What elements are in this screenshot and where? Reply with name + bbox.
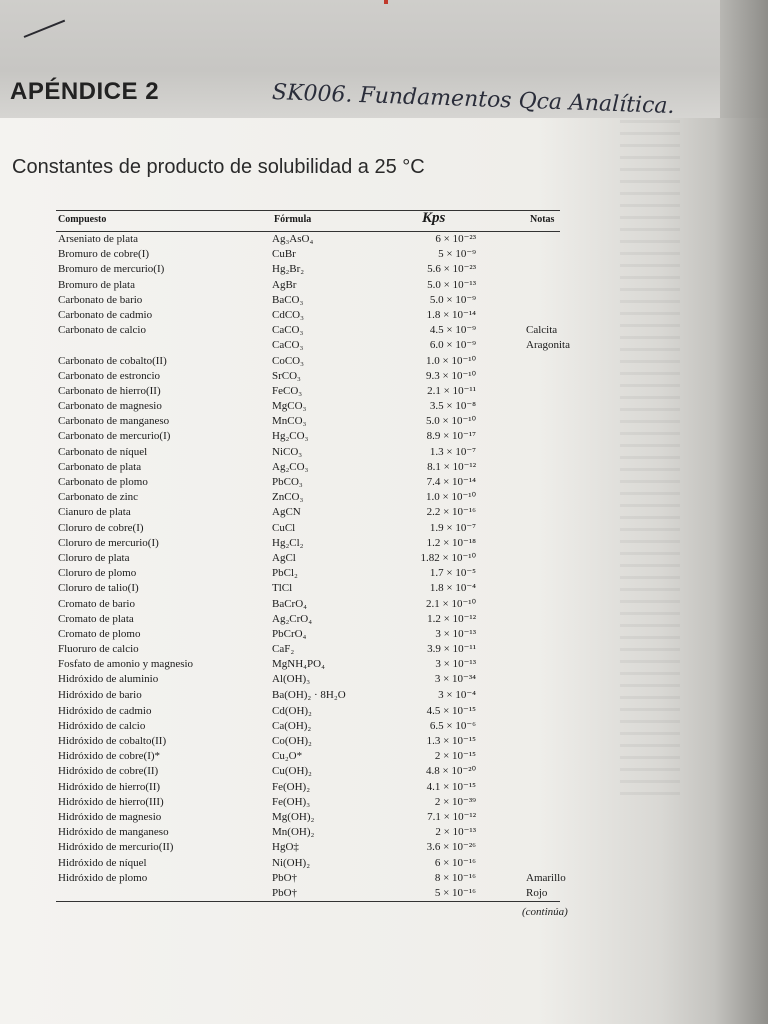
compound-formula: PbCl₂ (272, 567, 298, 580)
compound-formula: PbO† (272, 886, 298, 899)
table-row (56, 856, 560, 871)
compound-formula: Cd(OH)₂ (272, 704, 312, 717)
handwritten-note: SK006. Fundamentos Qca Analítica. (271, 80, 675, 120)
kps-value: 7.4 × 10⁻¹⁴ (426, 476, 476, 488)
compound-formula: Al(OH)₃ (272, 673, 311, 686)
kps-value: 7.1 × 10⁻¹² (427, 810, 476, 823)
kps-value: 3 × 10⁻¹³ (435, 658, 476, 671)
compound-name: Hidróxido de calcio (58, 719, 146, 732)
compound-formula: Cu₂O* (272, 750, 303, 763)
kps-value: 2 × 10⁻¹⁵ (434, 750, 476, 763)
compound-name: Cloruro de plomo (58, 567, 137, 580)
kps-value: 6 × 10⁻¹⁶ (434, 856, 476, 869)
kps-value: 2 × 10⁻³⁹ (434, 795, 476, 808)
compound-name: Carbonato de calcio (58, 324, 146, 337)
kps-value: 1.2 × 10⁻¹² (427, 612, 476, 625)
table-row (56, 445, 560, 460)
compound-formula: BaCrO₄ (272, 597, 307, 610)
compound-formula: TlCl (272, 582, 293, 595)
table-row (56, 749, 560, 764)
table-row (56, 232, 560, 247)
compound-formula: Hg₂CO₃ (272, 430, 309, 443)
compound-formula: SrCO₃ (272, 369, 301, 382)
compound-name: Carbonato de bario (58, 293, 143, 306)
bleed-through-text (620, 120, 680, 800)
table-row (56, 764, 560, 779)
compound-name: Hidróxido de hierro(III) (58, 795, 164, 808)
compound-formula: Ca(OH)₂ (272, 719, 312, 732)
table-row (56, 566, 560, 581)
kps-value: 3.6 × 10⁻²⁶ (426, 841, 476, 854)
kps-value: 5.0 × 10⁻¹⁰ (426, 415, 476, 428)
kps-value: 3 × 10⁻¹³ (435, 627, 476, 640)
page-heading: Constantes de producto de solubilidad a 25 °C (12, 156, 425, 178)
compound-formula: BaCO₃ (272, 293, 304, 306)
table-row (56, 369, 560, 384)
table-row (56, 414, 560, 429)
column-header-kps: Kps (422, 210, 446, 226)
kps-value: 6 × 10⁻²³ (435, 233, 476, 245)
table-row (56, 780, 560, 795)
kps-value: 1.3 × 10⁻⁷ (429, 445, 476, 458)
kps-value: 2.1 × 10⁻¹⁰ (426, 597, 476, 610)
compound-formula: Ag₃AsO₄ (272, 233, 314, 245)
compound-name: Hidróxido de aluminio (58, 673, 159, 686)
compound-name: Hidróxido de cobalto(II) (58, 735, 167, 747)
kps-value: 2 × 10⁻¹³ (435, 826, 476, 839)
compound-formula: CuBr (272, 248, 296, 261)
compound-formula: CuCl (272, 521, 296, 534)
compound-name: Hidróxido de hierro(II) (58, 780, 161, 793)
compound-formula: Fe(OH)₃ (272, 795, 311, 808)
kps-value: 3.5 × 10⁻⁸ (429, 400, 476, 413)
compound-name: Fosfato de amonio y magnesio (58, 658, 194, 671)
compound-name: Cromato de plata (58, 612, 134, 625)
table-row (56, 734, 560, 749)
compound-formula: AgCl (272, 551, 296, 564)
table-row (56, 688, 560, 704)
compound-name: Carbonato de plata (58, 460, 142, 473)
compound-name: Bromuro de plata (58, 278, 135, 291)
compound-name: Hidróxido de plomo (58, 871, 148, 884)
solubility-table (56, 210, 570, 902)
kps-value: 1.2 × 10⁻¹⁸ (426, 536, 476, 549)
table-row (56, 657, 560, 672)
compound-formula: NiCO₃ (272, 445, 303, 458)
compound-name: Hidróxido de mercurio(II) (58, 841, 174, 854)
compound-name: Cromato de plomo (58, 627, 141, 640)
compound-formula: Hg₂Cl₂ (272, 536, 304, 549)
compound-name: Hidróxido de cobre(I)* (58, 750, 161, 763)
table-row (56, 795, 560, 810)
note-text: Aragonita (526, 339, 570, 352)
compound-name: Hidróxido de bario (58, 688, 142, 701)
kps-value: 1.0 × 10⁻¹⁰ (426, 491, 476, 504)
compound-name: Cloruro de cobre(I) (58, 521, 144, 534)
compound-name: Bromuro de mercurio(I) (58, 263, 165, 276)
compound-formula: Ni(OH)₂ (272, 856, 311, 869)
kps-value: 4.5 × 10⁻¹⁵ (426, 704, 476, 717)
compound-name: Carbonato de magnesio (58, 400, 162, 413)
compound-name: Cloruro de talio(I) (58, 582, 139, 595)
compound-formula: PbCrO₄ (272, 627, 307, 640)
table-row (56, 247, 560, 262)
compound-name: Carbonato de zinc (58, 491, 139, 504)
table-row (56, 338, 570, 353)
table-row (56, 293, 560, 308)
table-row (56, 627, 560, 642)
compound-formula: Mg(OH)₂ (272, 810, 315, 823)
table-row (56, 475, 560, 490)
table-row (56, 581, 560, 596)
kps-value: 6.0 × 10⁻⁹ (429, 339, 476, 352)
table-row (56, 886, 560, 901)
compound-formula: PbCO₃ (272, 476, 303, 488)
compound-formula: Ba(OH)₂ · 8H₂O (272, 688, 346, 701)
kps-value: 3 × 10⁻³⁴ (434, 673, 476, 686)
compound-name: Bromuro de cobre(I) (58, 248, 150, 261)
table-row (56, 871, 566, 886)
kps-value: 3.9 × 10⁻¹¹ (427, 643, 476, 656)
kps-value: 1.8 × 10⁻⁴ (429, 582, 476, 595)
table-row (56, 505, 560, 520)
kps-value: 1.8 × 10⁻¹⁴ (426, 308, 476, 321)
note-text: Calcita (526, 324, 558, 337)
table-row (56, 399, 560, 414)
table-row (56, 354, 560, 369)
kps-value: 1.7 × 10⁻⁵ (429, 567, 476, 580)
kps-value: 1.82 × 10⁻¹⁰ (420, 551, 476, 564)
compound-formula: CaF₂ (272, 643, 295, 656)
kps-value: 5.0 × 10⁻⁹ (429, 293, 476, 306)
table-row (56, 460, 560, 475)
kps-value: 1.9 × 10⁻⁷ (429, 521, 476, 534)
kps-value: 5 × 10⁻¹⁶ (434, 886, 476, 899)
kps-value: 2.2 × 10⁻¹⁶ (426, 506, 476, 519)
column-header-compuesto: Compuesto (58, 214, 107, 225)
compound-formula: ZnCO₃ (272, 491, 304, 504)
compound-formula: Ag₂CO₃ (272, 460, 309, 473)
compound-formula: CdCO₃ (272, 308, 304, 321)
compound-name: Cloruro de mercurio(I) (58, 536, 159, 549)
kps-value: 5 × 10⁻⁹ (438, 248, 476, 261)
table-row (56, 278, 560, 293)
column-header-notas: Notas (530, 214, 555, 225)
compound-formula: Cu(OH)₂ (272, 765, 312, 778)
table-row (56, 719, 560, 734)
table-row (56, 840, 560, 855)
compound-name: Hidróxido de níquel (58, 856, 147, 869)
table-header (56, 211, 560, 232)
note-text: Amarillo (526, 871, 566, 884)
compound-name: Arseniato de plata (58, 233, 139, 245)
compound-name: Cromato de bario (58, 597, 135, 610)
kps-value: 4.1 × 10⁻¹⁵ (426, 780, 476, 793)
compound-formula: Mn(OH)₂ (272, 826, 315, 839)
table-row (56, 536, 560, 551)
kps-value: 3 × 10⁻⁴ (438, 688, 476, 701)
table-row (56, 308, 560, 323)
kps-value: 8 × 10⁻¹⁶ (434, 871, 476, 884)
compound-formula: FeCO₃ (272, 384, 303, 397)
compound-name: Cloruro de plata (58, 551, 130, 564)
table-row (56, 429, 560, 444)
kps-value: 5.6 × 10⁻²³ (427, 263, 476, 276)
compound-name: Carbonato de estroncio (58, 369, 161, 382)
compound-name: Hidróxido de cobre(II) (58, 765, 159, 778)
compound-formula: MgCO₃ (272, 400, 307, 413)
table-row (56, 323, 560, 338)
table-row (56, 262, 560, 277)
red-mark (384, 0, 388, 4)
compound-name: Fluoruro de calcio (58, 643, 139, 656)
compound-name: Carbonato de cadmio (58, 308, 153, 321)
compound-name: Carbonato de cobalto(II) (58, 354, 167, 367)
compound-name: Carbonato de mercurio(I) (58, 430, 171, 443)
compound-formula: Fe(OH)₂ (272, 780, 311, 793)
compound-name: Carbonato de plomo (58, 476, 148, 488)
compound-formula: HgO‡ (272, 841, 299, 854)
compound-formula: Ag₂CrO₄ (272, 612, 313, 625)
note-text: Rojo (526, 886, 548, 899)
compound-formula: PbO† (272, 871, 298, 884)
compound-formula: MgNH₄PO₄ (272, 658, 325, 671)
compound-formula: AgCN (272, 506, 301, 519)
compound-formula: MnCO₃ (272, 415, 307, 428)
kps-value: 9.3 × 10⁻¹⁰ (426, 369, 476, 382)
kps-value: 6.5 × 10⁻⁶ (429, 719, 476, 732)
table-row (56, 521, 560, 536)
kps-value: 1.3 × 10⁻¹⁵ (426, 735, 476, 747)
kps-value: 5.0 × 10⁻¹³ (427, 278, 476, 291)
compound-formula: CaCO₃ (272, 324, 304, 337)
table-row (56, 490, 560, 505)
compound-name: Hidróxido de magnesio (58, 810, 162, 823)
table-row (56, 384, 560, 399)
compound-formula: AgBr (272, 278, 297, 291)
table-body (56, 232, 570, 901)
compound-name: Hidróxido de manganeso (58, 826, 169, 839)
compound-name: Cianuro de plata (58, 506, 131, 519)
compound-formula: CaCO₃ (272, 339, 304, 352)
kps-value: 8.1 × 10⁻¹² (427, 460, 476, 473)
table-row (56, 810, 560, 825)
column-header-formula: Fórmula (274, 214, 312, 225)
compound-name: Carbonato de níquel (58, 445, 148, 458)
table-row (56, 825, 560, 840)
table-row (56, 704, 560, 719)
compound-formula: Co(OH)₂ (272, 735, 312, 747)
compound-formula: CoCO₃ (272, 354, 304, 367)
table-row (56, 612, 560, 627)
compound-name: Carbonato de hierro(II) (58, 384, 161, 397)
kps-value: 1.0 × 10⁻¹⁰ (426, 354, 476, 367)
kps-value: 2.1 × 10⁻¹¹ (427, 384, 476, 397)
compound-formula: Hg₂Br₂ (272, 263, 305, 276)
table-row (56, 551, 560, 566)
kps-value: 4.8 × 10⁻²⁰ (426, 765, 476, 778)
compound-name: Hidróxido de cadmio (58, 704, 152, 717)
table-row (56, 672, 560, 687)
appendix-title: APÉNDICE 2 (10, 78, 160, 105)
compound-name: Carbonato de manganeso (58, 415, 170, 428)
kps-value: 8.9 × 10⁻¹⁷ (426, 430, 476, 443)
table-row (56, 642, 560, 657)
table-row (56, 597, 560, 612)
kps-value: 4.5 × 10⁻⁹ (429, 324, 476, 337)
continuation-label: (continúa) (522, 906, 568, 918)
